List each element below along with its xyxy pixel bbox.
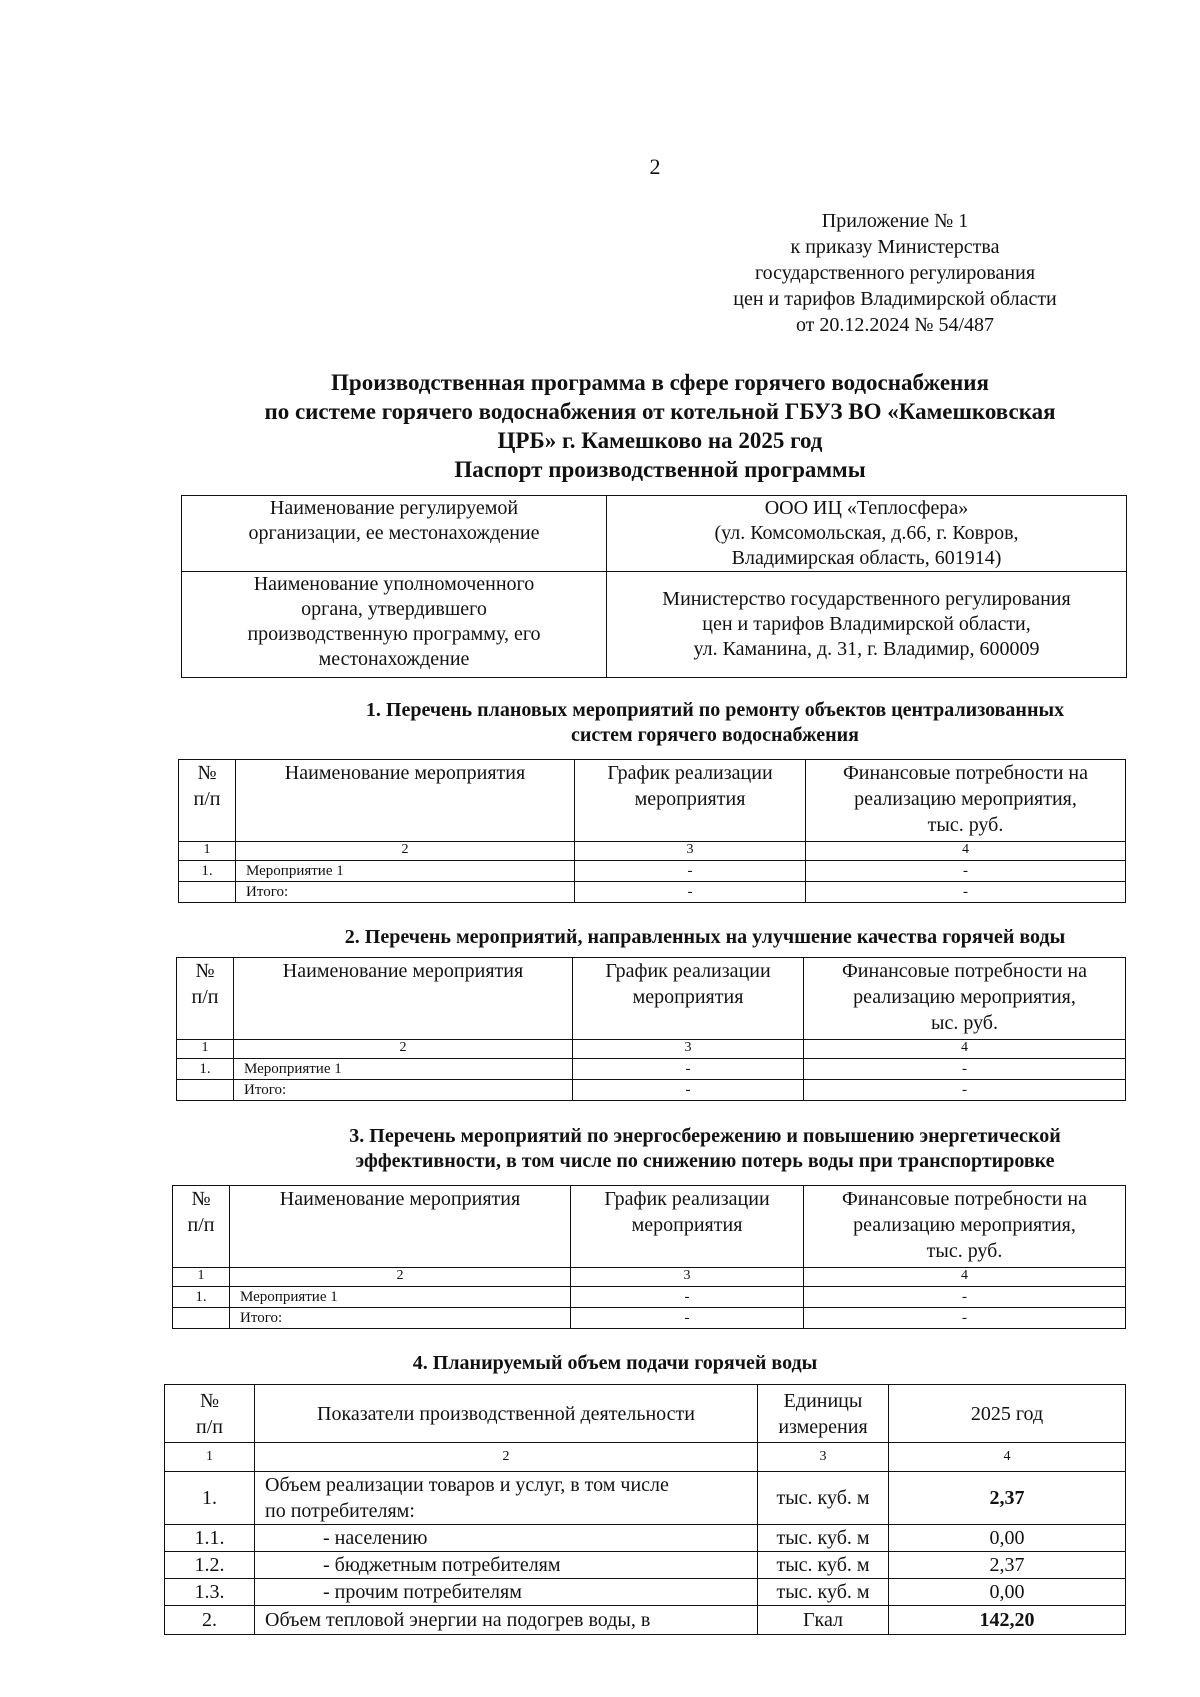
section4-table — [164, 1384, 1126, 1635]
column-number: 4 — [804, 1268, 1126, 1287]
passport-value-cell: ООО ИЦ «Теплосфера» (ул. Комсомольская, д.66, г. Ковров, Владимирская область, 601914) — [607, 496, 1127, 572]
col-schedule-header: График реализации мероприятия — [571, 1186, 804, 1268]
col-finance-header: Финансовые потребности на реализацию мероприятия, тыс. руб. — [804, 1186, 1126, 1268]
column-number: 2 — [234, 1040, 573, 1059]
column-number: 1 — [165, 1443, 255, 1472]
section1-table — [178, 759, 1126, 903]
table-row: 2. Объем тепловой энергии на подогрев воды, в Гкал 142,20 — [165, 1606, 1126, 1635]
column-number: 1 — [177, 1040, 234, 1059]
title-line: Производственная программа в сфере горячего водоснабжения — [331, 370, 989, 395]
passport-value-cell: Министерство государственного регулирования цен и тарифов Владимирской области, ул. Каманина, д. 31, г. Владимир, 600009 — [607, 572, 1127, 678]
column-number: 3 — [571, 1268, 804, 1287]
title-line: ЦРБ» г. Камешково на 2025 год — [497, 428, 823, 453]
appendix-line: Приложение № 1 — [821, 210, 969, 232]
section4-title: 4. Планируемый объем подачи горячей воды — [412, 1352, 818, 1374]
col-num-header: № п/п — [165, 1385, 255, 1443]
column-number: 3 — [758, 1443, 889, 1472]
title-line: Паспорт производственной программы — [454, 457, 866, 482]
column-number: 2 — [255, 1443, 758, 1472]
table-row: 1. Мероприятие 1 - - — [177, 1059, 1126, 1080]
section3-title: 3. Перечень мероприятий по энергосбережению и повышению энергетической эффективности, в том числе по снижению потерь воды при транспортировке — [349, 1125, 1061, 1172]
appendix-line: государственного регулирования — [754, 262, 1036, 284]
col-finance-header: Финансовые потребности на реализацию мероприятия, тыс. руб. — [806, 760, 1126, 842]
section3-table — [172, 1185, 1126, 1329]
passport-label-cell: Наименование уполномоченного органа, утвердившего производственную программу, его местонахождение — [182, 572, 607, 678]
table-row: 1. Мероприятие 1 - - — [173, 1287, 1126, 1308]
appendix-line: к приказу Министерства — [790, 236, 1000, 258]
col-num-header: № п/п — [179, 760, 236, 842]
document-title — [160, 368, 1160, 484]
appendix-line: цен и тарифов Владимирской области — [733, 288, 1057, 310]
column-number: 3 — [575, 842, 806, 861]
title-line: по системе горячего водоснабжения от котельной ГБУЗ ВО «Камешковская — [264, 399, 1056, 424]
col-name-header: Наименование мероприятия — [230, 1186, 571, 1268]
column-number: 1 — [179, 842, 236, 861]
col-num-header: № п/п — [173, 1186, 230, 1268]
col-schedule-header: График реализации мероприятия — [573, 958, 804, 1040]
total-row: Итого: - - — [177, 1080, 1126, 1101]
col-finance-header: Финансовые потребности на реализацию мероприятия, ыс. руб. — [804, 958, 1126, 1040]
column-number: 2 — [230, 1268, 571, 1287]
column-number: 4 — [806, 842, 1126, 861]
passport-label-cell: Наименование регулируемой организации, ее местонахождение — [182, 496, 607, 572]
passport-table — [181, 495, 1127, 678]
section2-table — [176, 957, 1126, 1101]
table-row: 1. Мероприятие 1 - - — [179, 861, 1126, 882]
col-num-header: № п/п — [177, 958, 234, 1040]
column-number: 1 — [173, 1268, 230, 1287]
column-number: 3 — [573, 1040, 804, 1059]
page-number: 2 — [649, 154, 661, 179]
total-row: Итого: - - — [179, 882, 1126, 903]
section2-title: 2. Перечень мероприятий, направленных на улучшение качества горячей воды — [344, 926, 1066, 948]
total-row: Итого: - - — [173, 1308, 1126, 1329]
section1-title: 1. Перечень плановых мероприятий по ремонту объектов централизованных систем горячего водоснабжения — [365, 699, 1065, 746]
table-row: 1.3. - прочим потребителям тыс. куб. м 0,00 — [165, 1579, 1126, 1606]
column-number: 4 — [804, 1040, 1126, 1059]
col-schedule-header: График реализации мероприятия — [575, 760, 806, 842]
column-number: 4 — [889, 1443, 1126, 1472]
col-indicator-header: Показатели производственной деятельности — [255, 1385, 758, 1443]
appendix-line: от 20.12.2024 № 54/487 — [795, 314, 995, 336]
col-year-header: 2025 год — [889, 1385, 1126, 1443]
table-row: 1.1. - населению тыс. куб. м 0,00 — [165, 1525, 1126, 1552]
appendix-block — [670, 208, 1120, 338]
col-name-header: Наименование мероприятия — [234, 958, 573, 1040]
column-number: 2 — [236, 842, 575, 861]
table-row: 1.2. - бюджетным потребителям тыс. куб. м 2,37 — [165, 1552, 1126, 1579]
col-unit-header: Единицы измерения — [758, 1385, 889, 1443]
col-name-header: Наименование мероприятия — [236, 760, 575, 842]
table-row: 1. Объем реализации товаров и услуг, в том числе по потребителям: тыс. куб. м 2,37 — [165, 1472, 1126, 1525]
